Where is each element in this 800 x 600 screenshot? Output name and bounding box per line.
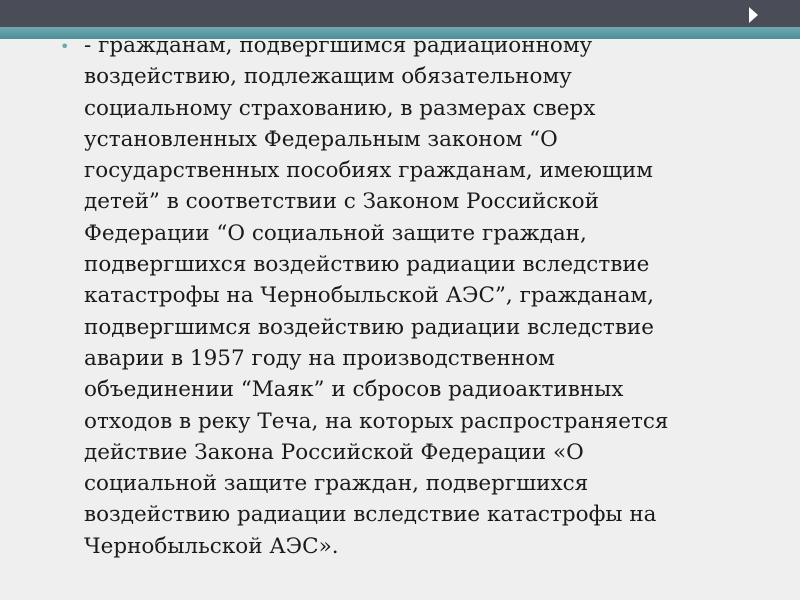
header-bar	[0, 0, 800, 27]
bullet-item	[60, 30, 750, 562]
triangle-marker-icon	[749, 7, 758, 23]
slide-content	[60, 30, 750, 562]
bullet-icon: •	[60, 37, 70, 56]
bullet-paragraph: - гражданам, подвергшимся радиационному воздействию, подлежащим обязательному социальному страхованию, в размерах сверх установленных Федеральным законом “О государственных пособиях гражданам, имеющим детей” в соответствии с Законом Российской Федерации “О социальной защите граждан, подвергшихся воздействию радиации вследствие катастрофы на Чернобыльской АЭС”, гражданам, подвергшимся воздействию радиации вследствие аварии в 1957 году на производственном объединении “Маяк” и сбросов радиоактивных отходов в реку Теча, на которых распространяется действие Закона Российской Федерации «О социальной защите граждан, подвергшихся воздействию радиации вследствие катастрофы на Чернобыльской АЭС».	[84, 33, 669, 559]
